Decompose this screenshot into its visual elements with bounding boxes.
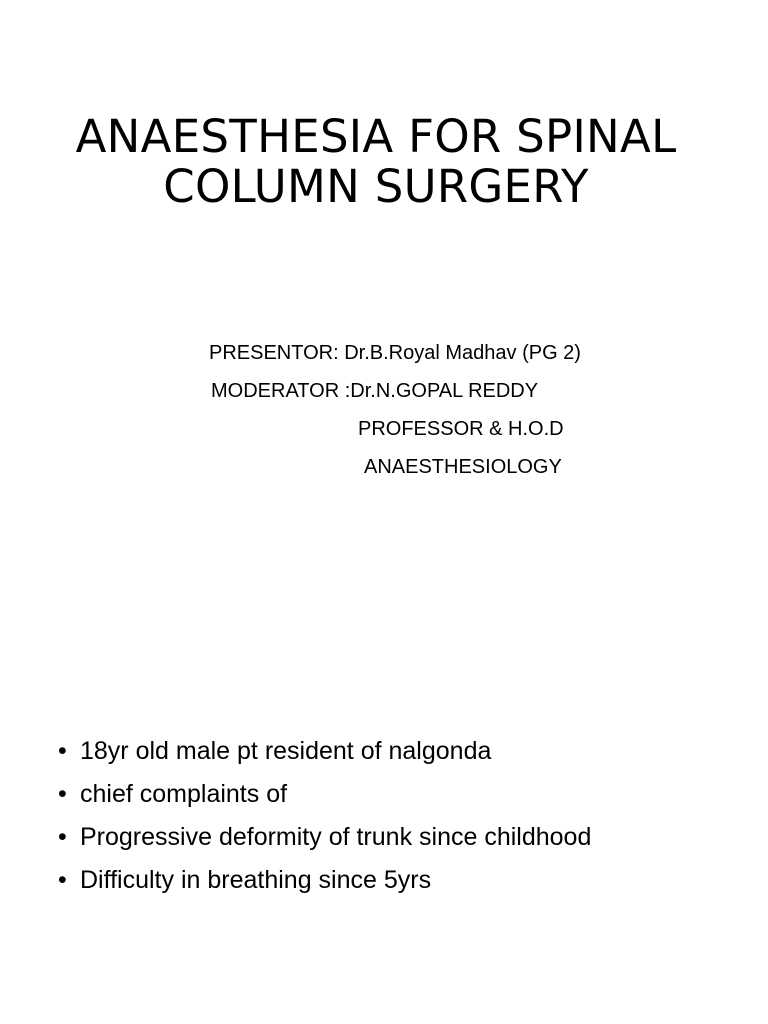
list-item xyxy=(58,773,591,816)
list-item-text: Progressive deformity of trunk since childhood xyxy=(80,823,592,851)
list-item-text: Difficulty in breathing since 5yrs xyxy=(80,866,432,894)
list-item-text: chief complaints of xyxy=(80,780,288,808)
list-item xyxy=(58,816,591,859)
presentor-line: PRESENTOR: Dr.B.Royal Madhav (PG 2) xyxy=(209,342,581,364)
slide-title xyxy=(0,112,752,212)
list-item-text: 18yr old male pt resident of nalgonda xyxy=(80,737,492,765)
slide-title-line-1: ANAESTHESIA FOR SPINAL xyxy=(75,110,677,163)
moderator-department-line: ANAESTHESIOLOGY xyxy=(364,456,562,478)
list-item xyxy=(58,730,591,773)
bullet-icon: • xyxy=(58,737,67,765)
bullet-icon: • xyxy=(58,780,67,808)
bullet-icon: • xyxy=(58,823,67,851)
moderator-title-line: PROFESSOR & H.O.D xyxy=(358,418,564,440)
moderator-line: MODERATOR :Dr.N.GOPAL REDDY xyxy=(211,380,539,402)
bullet-icon: • xyxy=(58,866,67,894)
slide-title-line-2: COLUMN SURGERY xyxy=(163,160,589,213)
case-summary-list xyxy=(58,730,591,902)
list-item xyxy=(58,859,591,902)
